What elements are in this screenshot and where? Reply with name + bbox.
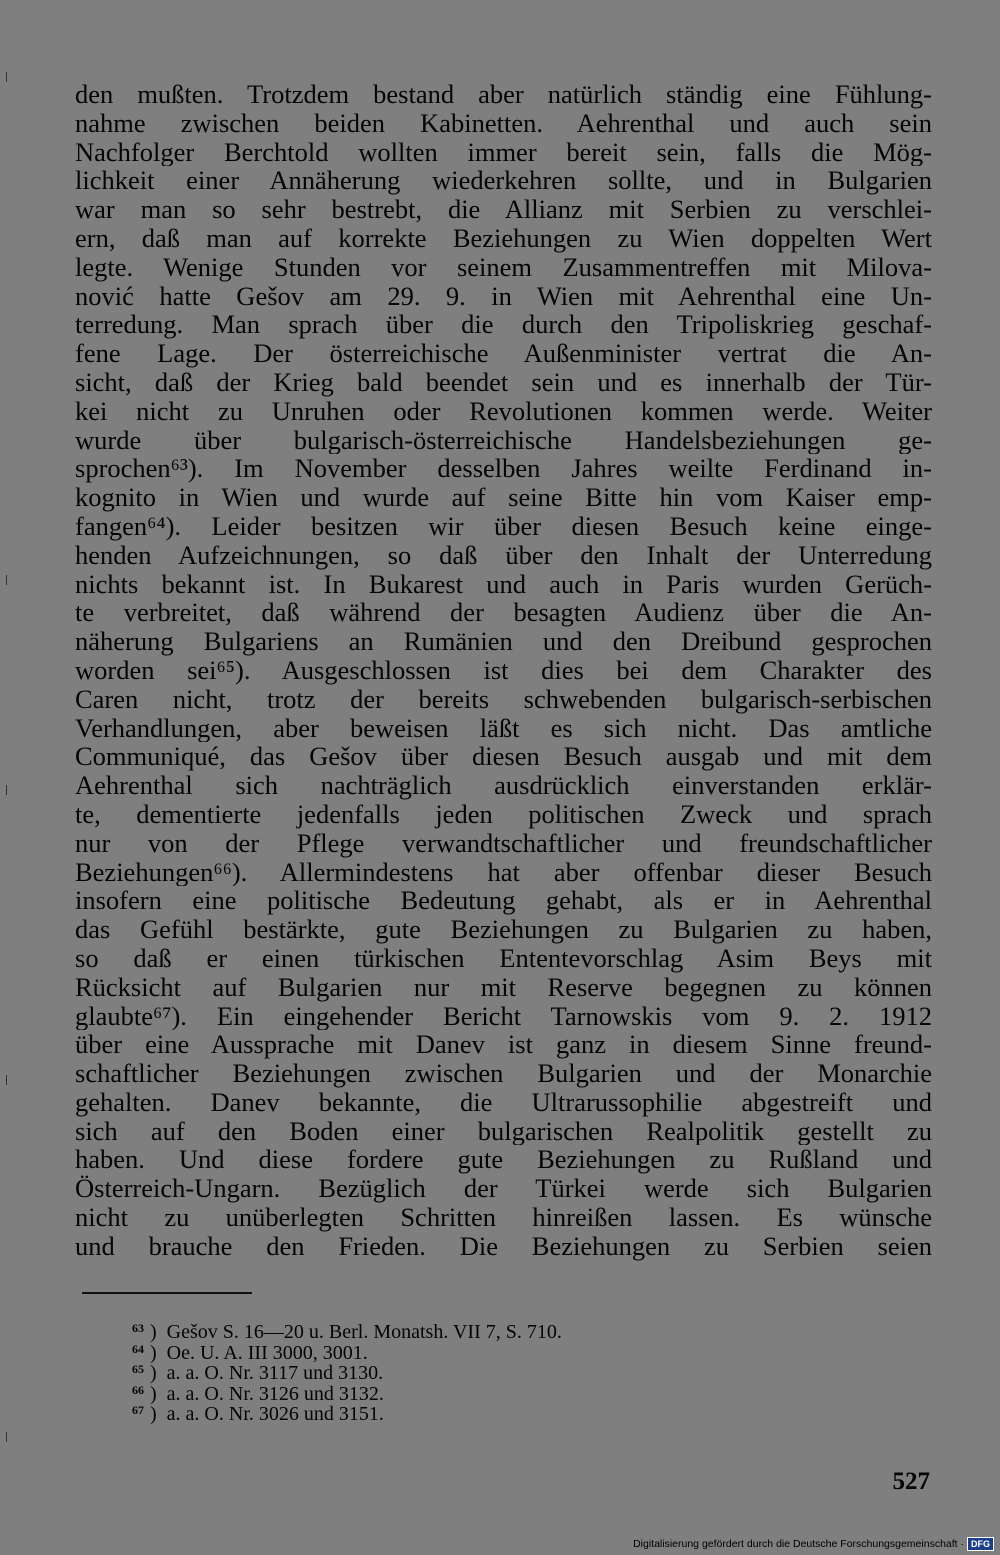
text-line: insofern eine politische Bedeutung gehabt, als er in Aehrenthal <box>75 886 932 916</box>
text-line: fene Lage. Der österreichische Außenminister vertrat die An- <box>75 339 932 368</box>
footnote <box>132 1322 752 1343</box>
footnote-number: 67 <box>132 1403 144 1417</box>
page-number: 527 <box>892 1468 930 1495</box>
footnote-text: Oe. U. A. III 3000, 3001. <box>166 1341 368 1364</box>
text-line: Nachfolger Berchtold wollten immer bereit sein, falls die Mög- <box>75 137 932 167</box>
text-line: te verbreitet, daß während der besagten Audienz über die An- <box>75 598 932 628</box>
footnote-text: Gešov S. 16—20 u. Berl. Monatsh. VII 7, S. 710. <box>166 1321 562 1343</box>
footnote-text: a. a. O. Nr. 3026 und 3151. <box>166 1403 384 1425</box>
text-line: legte. Wenige Stunden vor seinem Zusammentreffen mit Milova- <box>75 252 932 282</box>
text-line: Verhandlungen, aber beweisen läßt es sich nicht. Das amtliche <box>75 713 932 743</box>
footnote <box>132 1363 752 1384</box>
footnotes <box>132 1322 752 1425</box>
text-line: sich auf den Boden einer bulgarischen Realpolitik gestellt zu <box>75 1116 932 1146</box>
footnote-text: a. a. O. Nr. 3117 und 3130. <box>166 1362 384 1384</box>
footnote-number: 64 <box>132 1341 144 1356</box>
text-line: worden sei⁶⁵). Ausgeschlossen ist dies bei dem Charakter des <box>75 655 932 685</box>
text-line: nahme zwischen beiden Kabinetten. Aehrenthal und auch sein <box>75 108 932 138</box>
text-line: glaubte⁶⁷). Ein eingehender Bericht Tarnowskis vom 9. 2. 1912 <box>75 1001 932 1031</box>
footnote-paren: ) <box>150 1403 157 1425</box>
text-line: nur von der Pflege verwandtschaftlicher und freundschaftlicher <box>75 828 932 858</box>
footnote-text: a. a. O. Nr. 3126 und 3132. <box>166 1382 384 1405</box>
text-line: kognito in Wien und wurde auf seine Bitte hin vom Kaiser emp- <box>75 483 932 512</box>
text-line: fangen⁶⁴). Leider besitzen wir über diesen Besuch keine einge- <box>75 511 932 541</box>
margin-mark <box>6 72 7 82</box>
text-line: nichts bekannt ist. In Bukarest und auch in Paris wurden Gerüch- <box>75 569 932 599</box>
margin-mark <box>6 785 7 795</box>
text-line: wurde über bulgarisch-österreichische Handelsbeziehungen ge- <box>75 425 932 455</box>
text-line: lichkeit einer Annäherung wiederkehren sollte, und in Bulgarien <box>75 166 932 196</box>
digitization-credit <box>633 1537 994 1551</box>
text-line: nović hatte Gešov am 29. 9. in Wien mit Aehrenthal eine Un- <box>75 281 932 311</box>
body-text <box>75 80 932 1261</box>
footnote <box>132 1384 752 1405</box>
text-line: näherung Bulgariens an Rumänien und den Dreibund gesprochen <box>75 627 932 656</box>
text-line: terredung. Man sprach über die durch den Tripoliskrieg geschaf- <box>75 310 932 340</box>
footnote-rule <box>82 1292 252 1294</box>
credit-text: Digitalisierung gefördert durch die Deutsche Forschungsgemeinschaft · <box>633 1538 964 1550</box>
text-line: te, dementierte jedenfalls jeden politischen Zweck und sprach <box>75 799 932 829</box>
footnote-number: 65 <box>132 1362 144 1376</box>
margin-mark <box>6 1075 7 1085</box>
text-line: sprochen⁶³). Im November desselben Jahres weilte Ferdinand in- <box>75 454 932 484</box>
text-line: über eine Aussprache mit Danev ist ganz in diesem Sinne freund- <box>75 1030 932 1060</box>
footnote-number: 63 <box>132 1321 144 1335</box>
text-line: haben. Und diese fordere gute Beziehungen zu Rußland und <box>75 1145 932 1175</box>
text-line: Communiqué, das Gešov über diesen Besuch ausgab und mit dem <box>75 742 932 772</box>
text-line: den mußten. Trotzdem bestand aber natürlich ständig eine Fühlung- <box>75 80 932 109</box>
footnote-paren: ) <box>150 1382 157 1405</box>
text-line: und brauche den Frieden. Die Beziehungen zu Serbien seien <box>75 1231 932 1261</box>
text-line: Caren nicht, trotz der bereits schwebenden bulgarisch-serbischen <box>75 684 932 714</box>
text-line: kei nicht zu Unruhen oder Revolutionen kommen werde. Weiter <box>75 396 932 426</box>
footnote <box>132 1404 752 1425</box>
margin-mark <box>6 575 7 585</box>
footnote-paren: ) <box>150 1362 157 1384</box>
text-line: schaftlicher Beziehungen zwischen Bulgarien und der Monarchie <box>75 1059 932 1088</box>
footnote-paren: ) <box>150 1341 157 1364</box>
text-line: Österreich-Ungarn. Bezüglich der Türkei werde sich Bulgarien <box>75 1174 932 1204</box>
text-line: nicht zu unüberlegten Schritten hinreißen lassen. Es wünsche <box>75 1203 932 1232</box>
text-line: sicht, daß der Krieg bald beendet sein und es innerhalb der Tür- <box>75 367 932 397</box>
footnote <box>132 1343 752 1364</box>
text-line: gehalten. Danev bekannte, die Ultrarussophilie abgestreift und <box>75 1087 932 1117</box>
footnote-paren: ) <box>150 1321 157 1343</box>
footnote-number: 66 <box>132 1382 144 1397</box>
text-line: das Gefühl bestärkte, gute Beziehungen zu Bulgarien zu haben, <box>75 915 932 944</box>
text-line: Beziehungen⁶⁶). Allermindestens hat aber offenbar dieser Besuch <box>75 857 932 887</box>
dfg-logo: DFG <box>967 1537 994 1551</box>
text-line: war man so sehr bestrebt, die Allianz mit Serbien zu verschlei- <box>75 195 932 224</box>
text-line: henden Aufzeichnungen, so daß über den Inhalt der Unterredung <box>75 540 932 570</box>
text-line: Aehrenthal sich nachträglich ausdrücklich einverstanden erklär- <box>75 771 932 800</box>
margin-mark <box>6 1432 7 1442</box>
text-line: ern, daß man auf korrekte Beziehungen zu Wien doppelten Wert <box>75 223 932 253</box>
text-line: so daß er einen türkischen Ententevorschlag Asim Beys mit <box>75 943 932 973</box>
text-line: Rücksicht auf Bulgarien nur mit Reserve begegnen zu können <box>75 972 932 1002</box>
